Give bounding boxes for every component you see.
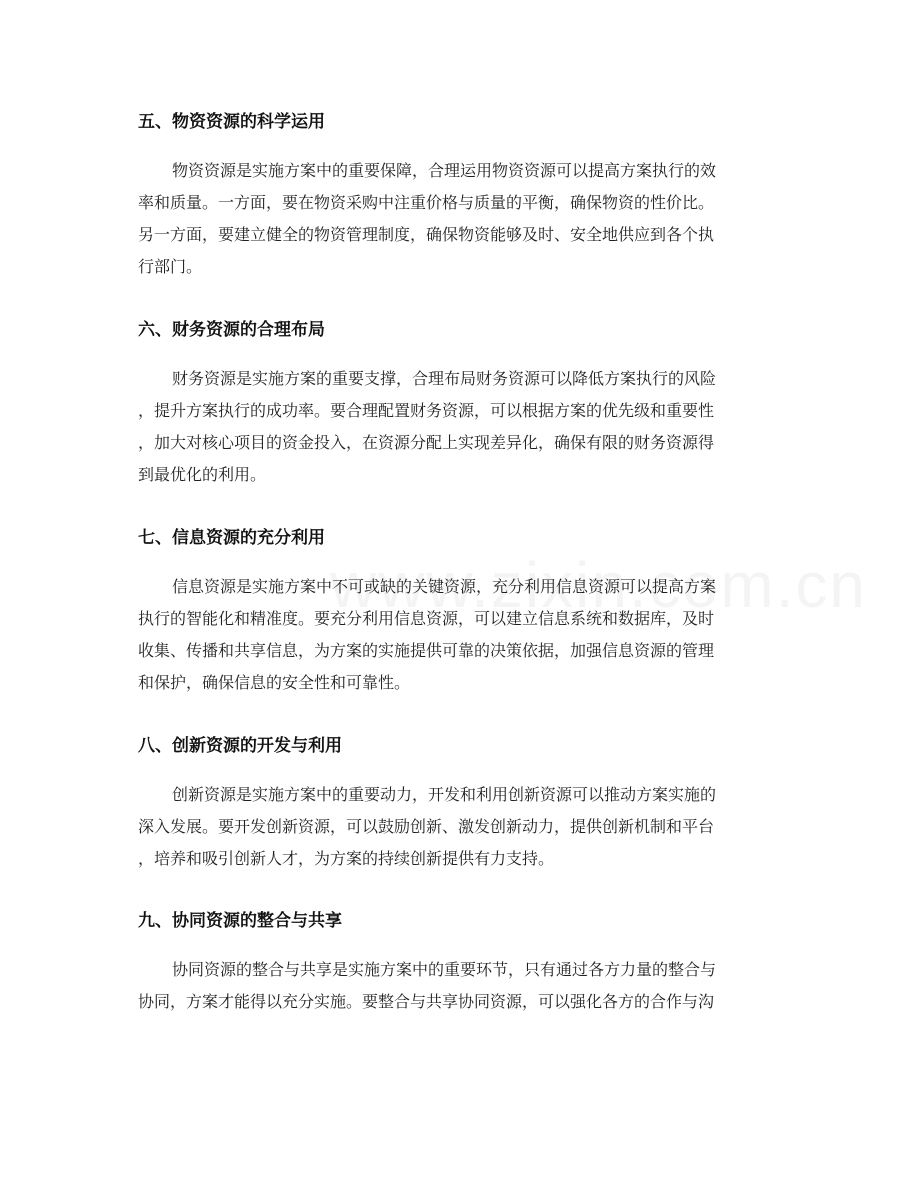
paragraph-line: 创新资源是实施方案中的重要动力，开发和利用创新资源可以推动方案实施的 [172, 785, 717, 804]
section-7 [138, 526, 788, 699]
section-paragraph [138, 779, 788, 875]
paragraph-line: 协同，方案才能得以充分实施。要整合与共享协同资源，可以强化各方的合作与沟 [138, 992, 715, 1011]
section-paragraph [138, 571, 788, 699]
section-heading: 七、信息资源的充分利用 [138, 528, 325, 548]
section-5 [138, 110, 788, 283]
paragraph-line: 另一方面，要建立健全的物资管理制度，确保物资能够及时、安全地供应到各个执 [138, 225, 715, 244]
paragraph-line: ，加大对核心项目的资金投入，在资源分配上实现差异化，确保有限的财务资源得 [138, 433, 715, 452]
paragraph-line: 财务资源是实施方案的重要支撑，合理布局财务资源可以降低方案执行的风险 [172, 369, 717, 388]
paragraph-line: ，提升方案执行的成功率。要合理配置财务资源，可以根据方案的优先级和重要性 [138, 401, 715, 420]
paragraph-line: 收集、传播和共享信息，为方案的实施提供可靠的决策依据，加强信息资源的管理 [138, 641, 715, 660]
section-heading: 六、财务资源的合理布局 [138, 320, 325, 340]
section-heading: 九、协同资源的整合与共享 [138, 911, 342, 931]
paragraph-line: ，培养和吸引创新人才，为方案的持续创新提供有力支持。 [138, 849, 555, 868]
paragraph-line: 行部门。 [138, 257, 203, 276]
paragraph-line: 协同资源的整合与共享是实施方案中的重要环节，只有通过各方力量的整合与 [172, 960, 717, 979]
paragraph-line: 执行的智能化和精准度。要充分利用信息资源，可以建立信息系统和数据库，及时 [138, 609, 715, 628]
section-paragraph [138, 155, 788, 283]
section-6 [138, 318, 788, 491]
section-9 [138, 909, 788, 1018]
section-paragraph [138, 363, 788, 491]
paragraph-line: 到最优化的利用。 [138, 465, 267, 484]
paragraph-line: 率和质量。一方面，要在物资采购中注重价格与质量的平衡，确保物资的性价比。 [138, 193, 715, 212]
section-paragraph [138, 954, 788, 1018]
section-8 [138, 734, 788, 875]
section-heading: 五、物资资源的科学运用 [138, 112, 325, 132]
paragraph-line: 信息资源是实施方案中不可或缺的关键资源，充分利用信息资源可以提高方案 [172, 577, 717, 596]
paragraph-line: 物资资源是实施方案中的重要保障，合理运用物资资源可以提高方案执行的效 [172, 161, 717, 180]
paragraph-line: 深入发展。要开发创新资源，可以鼓励创新、激发创新动力，提供创新机制和平台 [138, 817, 715, 836]
section-heading: 八、创新资源的开发与利用 [138, 736, 342, 756]
paragraph-line: 和保护，确保信息的安全性和可靠性。 [138, 673, 411, 692]
